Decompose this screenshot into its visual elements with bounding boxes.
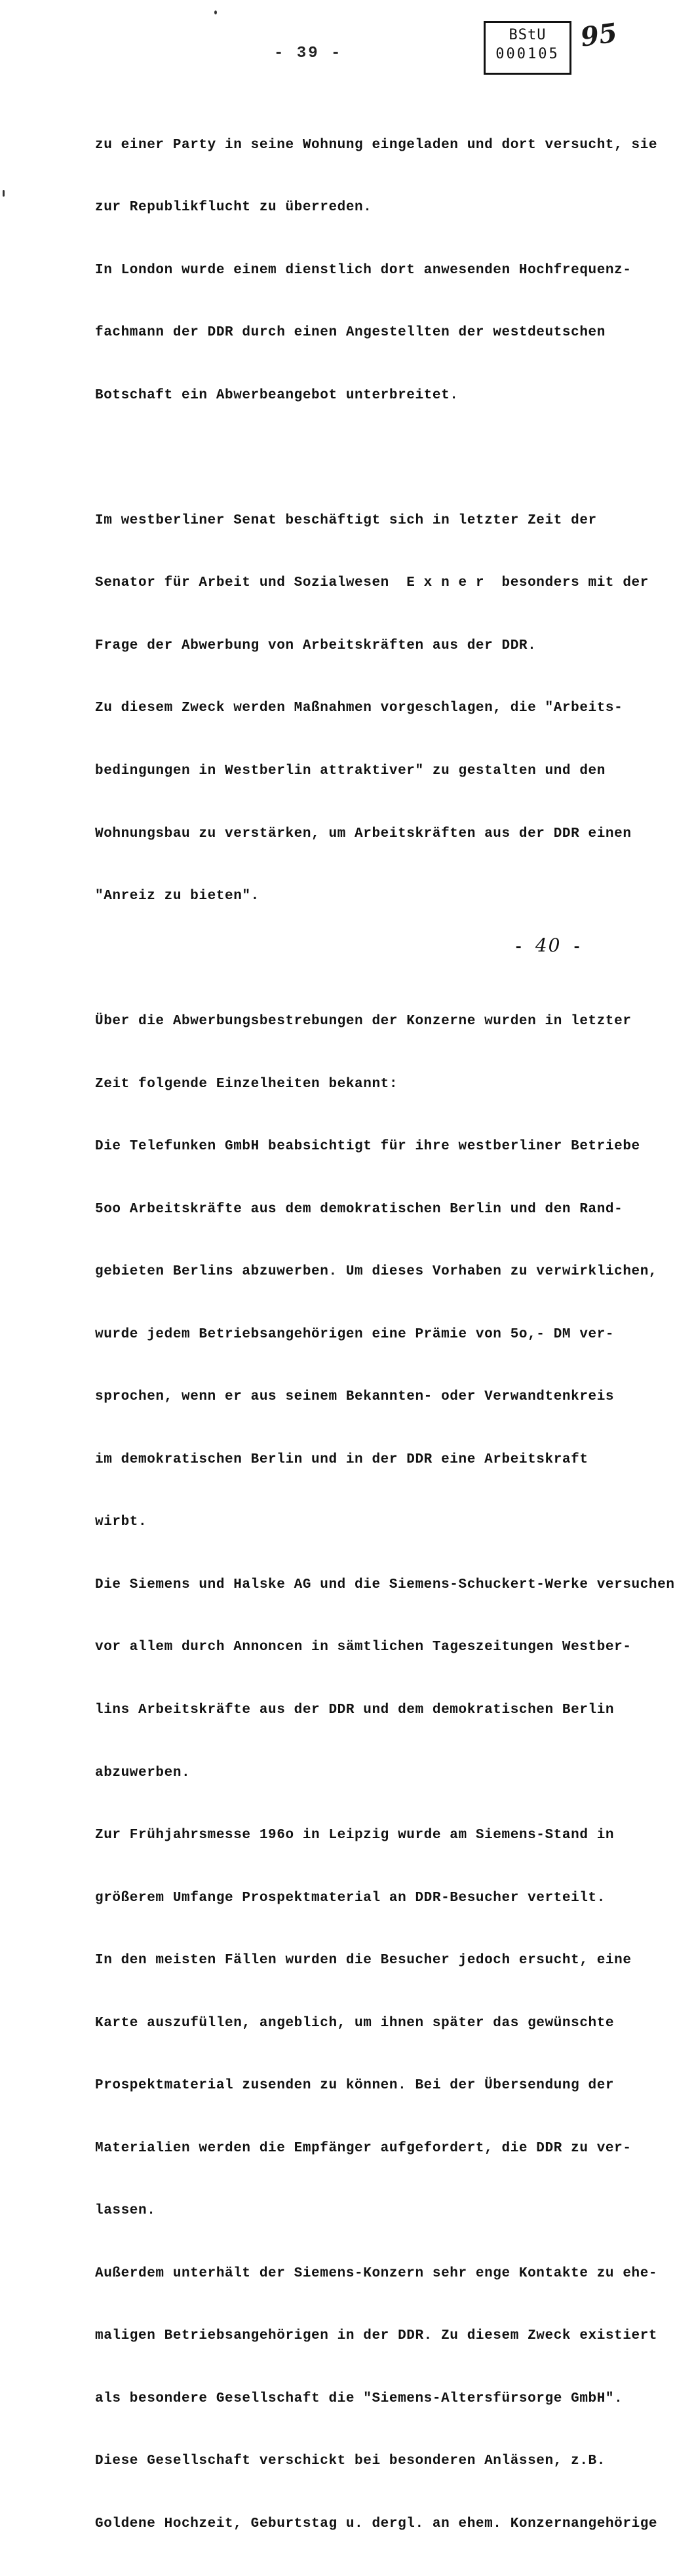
text-line: Wohnungsbau zu verstärken, um Arbeitskräften aus der DDR einen — [95, 826, 632, 841]
text-line: Außerdem unterhält der Siemens-Konzern sehr enge Kontakte zu ehe- — [95, 2265, 658, 2281]
text-line: im demokratischen Berlin und in der DDR eine Arbeitskraft — [95, 1451, 588, 1467]
text-line: lassen. — [95, 2203, 156, 2219]
dash-left: - — [514, 939, 525, 957]
paragraph-gap — [95, 448, 672, 469]
archive-stamp — [484, 21, 571, 75]
text-line: Karte auszufüllen, angeblich, um ihnen später das gewünschte — [95, 2015, 615, 2031]
scan-speck — [214, 10, 217, 14]
text-line: 5oo Arbeitskräfte aus dem demokratischen Berlin und den Rand- — [95, 1201, 623, 1217]
text-line: wurde jedem Betriebsangehörigen eine Prämie von 5o,- DM ver- — [95, 1326, 615, 1342]
text-line: vor allem durch Annoncen in sämtlichen Tageszeitungen Westber- — [95, 1640, 632, 1655]
text-line: Die Telefunken GmbH beabsichtigt für ihre westberliner Betriebe — [95, 1139, 640, 1155]
text-line: wirbt. — [95, 1514, 147, 1530]
text-line: Über die Abwerbungsbestrebungen der Konzerne wurden in letzter — [95, 1014, 632, 1029]
paragraph-gap — [95, 949, 672, 970]
text-line: maligen Betriebsangehörigen in der DDR. Zu diesem Zweck existiert — [95, 2328, 658, 2344]
text-line: Materialien werden die Empfänger aufgefordert, die DDR zu ver- — [95, 2140, 632, 2156]
handwritten-folio-number: 95 — [579, 17, 619, 53]
text-line: Senator für Arbeit und Sozialwesen E x n e r besonders mit der — [95, 575, 649, 591]
stamp-number: 000105 — [495, 46, 560, 62]
scan-speck — [3, 190, 5, 197]
text-line: Diese Gesellschaft verschickt bei besonderen Anlässen, z.B. — [95, 2453, 606, 2469]
text-line: Goldene Hochzeit, Geburtstag u. dergl. an ehem. Konzernangehörige — [95, 2516, 658, 2531]
body-text — [95, 93, 675, 2576]
handwritten-next-page-number: 40 — [535, 934, 562, 956]
text-line: Die Siemens und Halske AG und die Siemens-Schuckert-Werke versuchen — [95, 1577, 675, 1592]
text-line: größerem Umfange Prospektmaterial an DDR-Besucher verteilt. — [95, 1890, 606, 1906]
text-line: Zur Frühjahrsmesse 196o in Leipzig wurde am Siemens-Stand in — [95, 1828, 615, 1843]
page-number-top: - 39 - — [274, 45, 343, 62]
text-line: fachmann der DDR durch einen Angestellten der westdeutschen — [95, 325, 606, 341]
text-line: Im westberliner Senat beschäftigt sich in letzter Zeit der — [95, 512, 597, 528]
text-line: abzuwerben. — [95, 1765, 191, 1780]
text-line: sprochen, wenn er aus seinem Bekannten- oder Verwandtenkreis — [95, 1389, 615, 1405]
text-line: Frage der Abwerbung von Arbeitskräften aus der DDR. — [95, 638, 537, 653]
text-line: zu einer Party in seine Wohnung eingeladen und dort versucht, sie — [95, 137, 658, 153]
dash-right: - — [571, 939, 583, 957]
text-line: bedingungen in Westberlin attraktiver" zu gestalten und den — [95, 763, 606, 779]
text-line: In den meisten Fällen wurden die Besucher jedoch ersucht, eine — [95, 1953, 632, 1969]
page-number-bottom — [514, 934, 583, 957]
text-line: "Anreiz zu bieten". — [95, 889, 260, 904]
text-line: Prospektmaterial zusenden zu können. Bei der Übersendung der — [95, 2078, 615, 2094]
text-line: lins Arbeitskräfte aus der DDR und dem demokratischen Berlin — [95, 1702, 615, 1718]
text-line: gebieten Berlins abzuwerben. Um dieses Vorhaben zu verwirklichen, — [95, 1264, 658, 1280]
text-line: In London wurde einem dienstlich dort anwesenden Hochfrequenz- — [95, 262, 632, 278]
text-line: Botschaft ein Abwerbeangebot unterbreitet. — [95, 387, 459, 403]
text-line: Zu diesem Zweck werden Maßnahmen vorgeschlagen, die "Arbeits- — [95, 701, 623, 716]
stamp-agency: BStU — [509, 27, 547, 43]
text-line: als besondere Gesellschaft die "Siemens-Altersfürsorge GmbH". — [95, 2391, 623, 2406]
text-line: zur Republikflucht zu überreden. — [95, 200, 372, 216]
text-line: Zeit folgende Einzelheiten bekannt: — [95, 1076, 398, 1092]
